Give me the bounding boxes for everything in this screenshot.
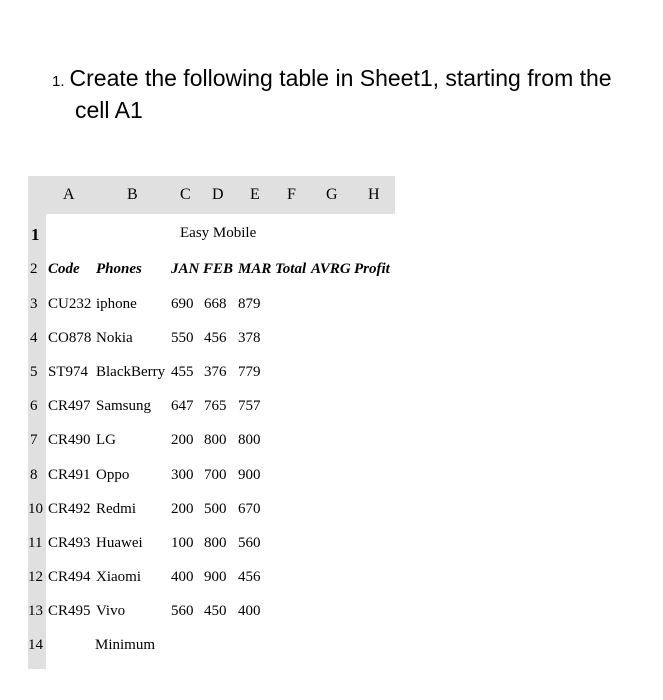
cell-mar: 670 bbox=[238, 501, 261, 517]
cell-phone: Samsung bbox=[96, 398, 152, 414]
column-header-g: G bbox=[326, 186, 338, 203]
table-row bbox=[28, 216, 395, 250]
table-row bbox=[28, 492, 395, 526]
cell-feb: 500 bbox=[204, 501, 227, 517]
cell-code: CO878 bbox=[48, 330, 92, 346]
cell-phone: Huawei bbox=[96, 535, 143, 551]
minimum-label: Minimum bbox=[95, 637, 156, 653]
table-row bbox=[28, 423, 395, 457]
instruction-number: 1. bbox=[52, 73, 65, 90]
table-row bbox=[28, 526, 395, 560]
cell-jan: 550 bbox=[171, 330, 194, 346]
cell-code: CR492 bbox=[48, 501, 91, 517]
cell-code: CR490 bbox=[48, 432, 91, 448]
cell-code: CU232 bbox=[48, 296, 92, 312]
cell-feb: 700 bbox=[204, 467, 227, 483]
instruction-text bbox=[52, 64, 652, 125]
row-number: 4 bbox=[30, 330, 38, 346]
table-row bbox=[28, 321, 395, 355]
cell-feb: 765 bbox=[204, 398, 227, 414]
header-profit: Profit bbox=[354, 261, 390, 277]
row-number: 1 bbox=[31, 225, 40, 244]
table-row bbox=[28, 355, 395, 389]
column-header-c: C bbox=[180, 186, 191, 203]
cell-phone: iphone bbox=[96, 296, 137, 312]
row-number: 12 bbox=[28, 569, 43, 585]
cell-jan: 200 bbox=[171, 432, 194, 448]
cell-code: CR497 bbox=[48, 398, 91, 414]
column-header-b: B bbox=[127, 186, 138, 203]
header-code: Code bbox=[48, 261, 80, 277]
column-header-h: H bbox=[368, 186, 380, 203]
cell-mar: 779 bbox=[238, 364, 261, 380]
cell-phone: Vivo bbox=[96, 603, 126, 619]
cell-jan: 455 bbox=[171, 364, 194, 380]
cell-phone: Oppo bbox=[96, 467, 130, 483]
header-avrg: AVRG bbox=[311, 261, 351, 277]
header-feb: FEB bbox=[203, 261, 234, 277]
cell-phone: Xiaomi bbox=[96, 569, 141, 585]
column-header-e: E bbox=[250, 186, 260, 203]
cell-code: CR493 bbox=[48, 535, 91, 551]
table-row bbox=[28, 628, 395, 662]
cell-feb: 668 bbox=[204, 296, 227, 312]
cell-feb: 450 bbox=[204, 603, 227, 619]
cell-jan: 647 bbox=[171, 398, 194, 414]
table-row bbox=[28, 458, 395, 492]
table-row bbox=[28, 389, 395, 423]
cell-phone: Nokia bbox=[96, 330, 133, 346]
cell-mar: 400 bbox=[238, 603, 261, 619]
table-row bbox=[28, 594, 395, 628]
cell-phone: Redmi bbox=[96, 501, 136, 517]
sheet-title: Easy Mobile bbox=[180, 225, 257, 241]
header-phones: Phones bbox=[96, 261, 142, 277]
cell-mar: 560 bbox=[238, 535, 261, 551]
table-row bbox=[28, 287, 395, 321]
cell-feb: 456 bbox=[204, 330, 227, 346]
row-number: 10 bbox=[28, 501, 43, 517]
row-number: 14 bbox=[28, 637, 43, 653]
cell-phone: LG bbox=[96, 432, 116, 448]
cell-jan: 100 bbox=[171, 535, 194, 551]
cell-jan: 200 bbox=[171, 501, 194, 517]
cell-feb: 900 bbox=[204, 569, 227, 585]
cell-feb: 376 bbox=[204, 364, 227, 380]
row-number: 13 bbox=[28, 603, 43, 619]
cell-jan: 690 bbox=[171, 296, 194, 312]
row-number: 7 bbox=[30, 432, 38, 448]
column-header-f: F bbox=[287, 186, 296, 203]
cell-mar: 456 bbox=[238, 569, 261, 585]
instruction-line-1: Create the following table in Sheet1, starting from the bbox=[69, 65, 612, 91]
row-number: 5 bbox=[30, 364, 38, 380]
cell-mar: 378 bbox=[238, 330, 261, 346]
cell-feb: 800 bbox=[204, 432, 227, 448]
cell-mar: 900 bbox=[238, 467, 261, 483]
cell-feb: 800 bbox=[204, 535, 227, 551]
column-header-a: A bbox=[63, 186, 75, 203]
table-row bbox=[28, 252, 395, 286]
column-header-bar bbox=[28, 176, 395, 214]
header-total: Total bbox=[275, 261, 307, 277]
row-number: 2 bbox=[30, 261, 38, 277]
cell-code: CR495 bbox=[48, 603, 91, 619]
cell-code: ST974 bbox=[48, 364, 89, 380]
cell-phone: BlackBerry bbox=[96, 364, 166, 380]
header-jan: JAN bbox=[171, 261, 200, 277]
row-number: 3 bbox=[30, 296, 38, 312]
row-number: 11 bbox=[28, 535, 43, 551]
table-row bbox=[28, 560, 395, 594]
cell-mar: 879 bbox=[238, 296, 261, 312]
row-number: 8 bbox=[30, 467, 38, 483]
cell-code: CR494 bbox=[48, 569, 91, 585]
cell-jan: 560 bbox=[171, 603, 194, 619]
cell-mar: 757 bbox=[238, 398, 261, 414]
cell-mar: 800 bbox=[238, 432, 261, 448]
row-number: 6 bbox=[30, 398, 38, 414]
cell-code: CR491 bbox=[48, 467, 91, 483]
instruction-line-2: cell A1 bbox=[75, 97, 143, 123]
cell-jan: 300 bbox=[171, 467, 194, 483]
header-mar: MAR bbox=[238, 261, 272, 277]
column-header-d: D bbox=[212, 186, 224, 203]
cell-jan: 400 bbox=[171, 569, 194, 585]
